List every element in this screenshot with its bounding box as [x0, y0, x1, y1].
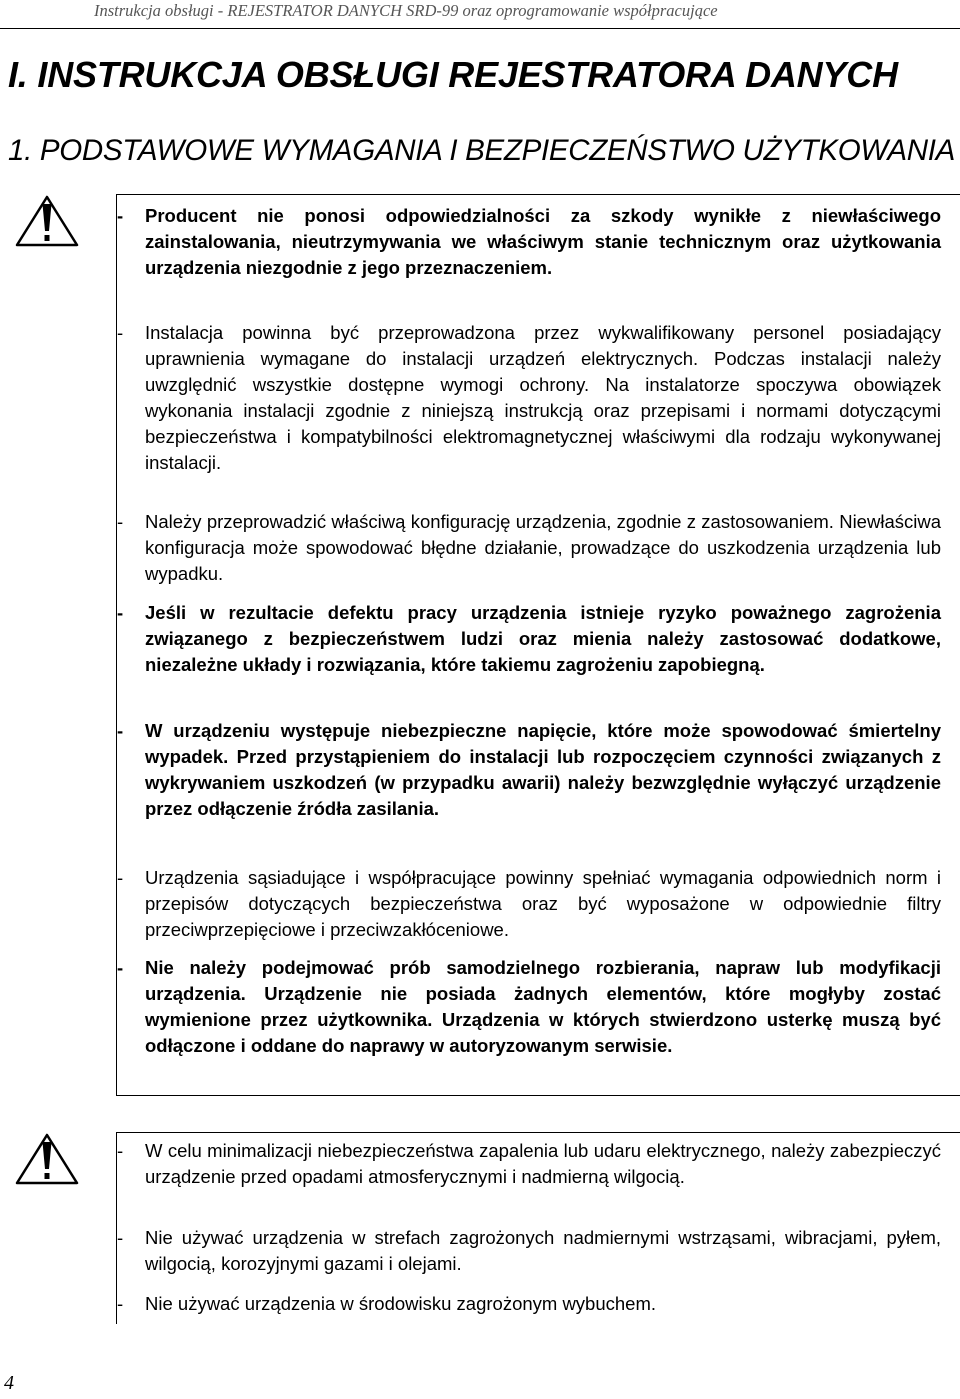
bullet-dash: - [117, 957, 124, 978]
bullet-dash: - [117, 1140, 124, 1161]
warning-item [117, 1138, 941, 1190]
exclamation-warning-icon [14, 1132, 80, 1186]
running-header: Instrukcja obsługi - REJESTRATOR DANYCH SRD-99 oraz oprogramowanie współpracujące [94, 1, 718, 20]
warning-text: Należy przeprowadzić właściwą konfigurację urządzenia, zgodnie z zastosowaniem. Niewłaściwa konfiguracja może spowodować błędne działanie, prowadzące do uszkodzenia urządzenia lub wypadku. [145, 511, 941, 584]
warning-item [117, 718, 941, 822]
warning-item [117, 600, 941, 678]
bullet-dash: - [117, 322, 124, 343]
warning-text: W celu minimalizacji niebezpieczeństwa zapalenia lub udaru elektrycznego, należy zabezpieczyć urządzenie przed opadami atmosferycznymi i nadmierną wilgocią. [145, 1140, 941, 1187]
header-rule [0, 28, 960, 29]
warning-item [117, 509, 941, 587]
warning-text: Nie używać urządzenia w środowisku zagrożonym wybuchem. [145, 1293, 657, 1314]
bullet-dash: - [117, 205, 124, 226]
bullet-dash: - [117, 1293, 124, 1314]
bullet-dash: - [117, 602, 124, 623]
warning-item [117, 203, 941, 281]
warning-text: Producent nie ponosi odpowiedzialności za szkody wynikłe z niewłaściwego zainstalowania, nieutrzymywania we właściwym stanie technicznym oraz użytkowania urządzenia niezgodnie z jego przeznaczeniem. [145, 205, 941, 278]
warning-item [117, 320, 941, 476]
warning-item [117, 955, 941, 1059]
warning-text: Nie należy podejmować prób samodzielnego rozbierania, napraw lub modyfikacji urządzenia. Urządzenie nie posiada żadnych elementów, które mogłyby zostać wymienione przez użytkownika. Urządzenia w których stwierdzono usterkę muszą być odłączone i oddane do naprawy w autoryzowanym serwisie. [145, 957, 941, 1056]
exclamation-warning-icon [14, 194, 80, 248]
warning-item [117, 865, 941, 943]
bullet-dash: - [117, 1227, 124, 1248]
warning-text: Urządzenia sąsiadujące i współpracujące powinny spełniać wymagania odpowiednich norm i przepisów dotyczących bezpieczeństwa oraz być wyposażone w odpowiednie filtry przeciwprzepięciowe i przeciwzakłóceniowe. [145, 867, 941, 940]
bullet-dash: - [117, 511, 124, 532]
warning-item [117, 1225, 941, 1277]
page-number: 4 [4, 1372, 14, 1394]
main-title: I. INSTRUKCJA OBSŁUGI REJESTRATORA DANYCH [8, 54, 898, 95]
warning-text: Jeśli w rezultacie defektu pracy urządzenia istnieje ryzyko poważnego zagrożenia związanego z bezpieczeństwem ludzi oraz mienia należy zastosować dodatkowe, niezależne układy i rozwiązania, które takiemu zagrożeniu zapobiegną. [145, 602, 941, 675]
bullet-dash: - [117, 720, 124, 741]
warning-item [117, 1291, 941, 1317]
section-heading: 1. PODSTAWOWE WYMAGANIA I BEZPIECZEŃSTWO UŻYTKOWANIA [8, 134, 956, 167]
warning-text: W urządzeniu występuje niebezpieczne napięcie, które może spowodować śmiertelny wypadek. Przed przystąpieniem do instalacji lub rozpoczęciem czynności związanych z wykrywaniem uszkodzeń (w przypadku awarii) należy bezwzględnie wyłączyć urządzenie przez odłączenie źródła zasilania. [145, 720, 941, 819]
safety-warnings-box [116, 194, 960, 1096]
warning-text: Instalacja powinna być przeprowadzona przez wykwalifikowany personel posiadający uprawnienia wymagane do instalacji urządzeń elektrycznych. Podczas instalacji należy uwzględnić wszystkie dostępne wymogi ochrony. Na instalatorze spoczywa obowiązek wykonania instalacji zgodnie z niniejszą instrukcją oraz przepisami i normami dotyczącymi bezpieczeństwa i kompatybilności elektromagnetycznej właściwymi dla rodzaju wykonywanej instalacji. [145, 322, 941, 473]
environment-warnings-box [116, 1132, 960, 1324]
warning-text: Nie używać urządzenia w strefach zagrożonych nadmiernymi wstrząsami, wibracjami, pyłem, wilgocią, korozyjnymi gazami i olejami. [145, 1227, 941, 1274]
bullet-dash: - [117, 867, 124, 888]
